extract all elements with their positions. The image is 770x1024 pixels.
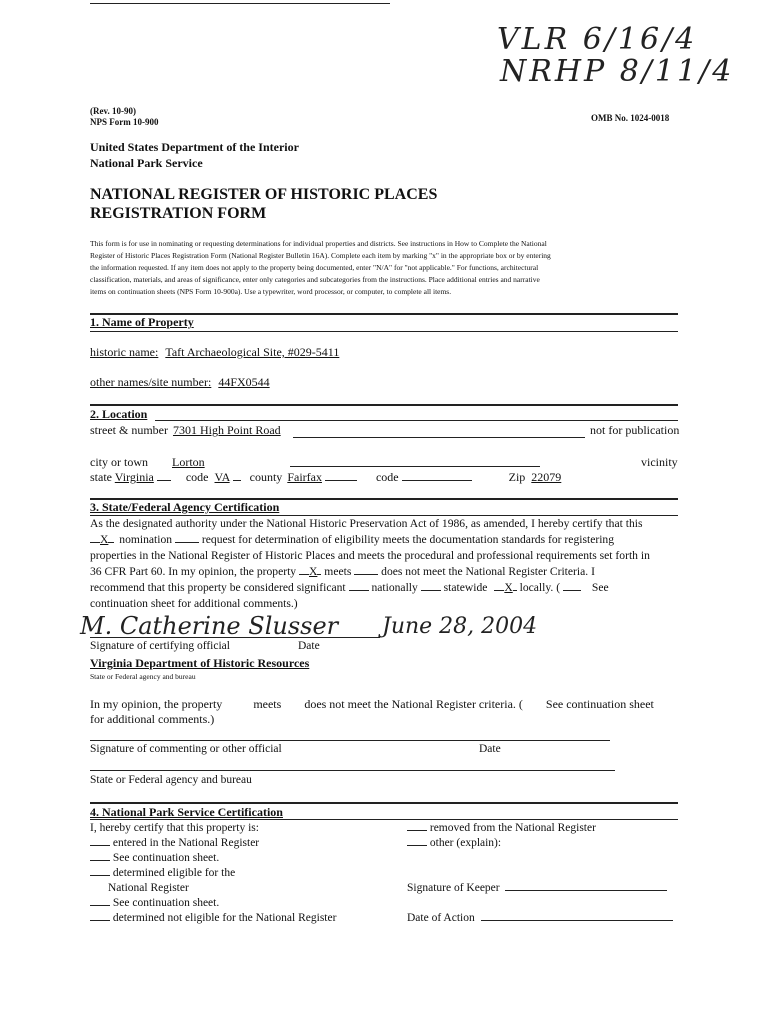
opinion-comments: for additional comments.)	[90, 712, 215, 726]
see1-blank[interactable]	[90, 860, 110, 861]
other-blank[interactable]	[407, 845, 427, 846]
zip-value[interactable]: 22079	[531, 470, 562, 484]
section2-heading: 2. Location	[90, 407, 148, 421]
agency-name: Virginia Department of Historic Resources	[90, 656, 310, 670]
blank	[494, 590, 504, 591]
see-label: See	[591, 581, 609, 594]
certification-text-row4	[90, 565, 595, 578]
historic-name-caption: historic name:	[90, 345, 159, 359]
removed-label: removed from the National Register	[429, 822, 596, 834]
county-blank	[325, 480, 357, 481]
other-names-label	[90, 375, 270, 390]
state-row	[90, 470, 561, 485]
locally-mark[interactable]: X	[504, 581, 513, 594]
historic-name-value[interactable]: Taft Archaeological Site, #029-5411	[165, 345, 340, 359]
nationally-label: nationally	[371, 581, 418, 594]
county-value[interactable]: Fairfax	[287, 470, 322, 484]
locally-label: locally. (	[519, 581, 561, 594]
other-names-value[interactable]: 44FX0544	[218, 375, 270, 389]
agency-line	[90, 770, 615, 771]
top-scan-line	[90, 3, 390, 4]
street-row	[90, 423, 281, 438]
not-for-publication[interactable]: not for publication	[590, 423, 680, 437]
instructions-line: the information requested. If any item does not apply to the property being documented, enter "N/A" for "not applicable." For functions, architectural	[90, 263, 539, 272]
state-label: state	[90, 470, 112, 484]
significance-text: recommend that this property be considered significant	[90, 581, 346, 594]
opinion-see-continuation[interactable]: See continuation sheet	[545, 697, 654, 711]
action-label: Date of Action	[407, 912, 475, 924]
section1-heading: 1. Name of Property	[90, 315, 194, 329]
section3-heading: 3. State/Federal Agency Certification	[90, 500, 280, 514]
signature-line	[90, 740, 610, 741]
city-value[interactable]: Lorton	[172, 455, 205, 469]
certification-text-row2	[90, 533, 614, 546]
other-names-caption: other names/site number:	[90, 375, 212, 389]
department-name: United States Department of the Interior	[90, 140, 299, 154]
instructions-line: classification, materials, and areas of significance, enter only categories and subcategories from the instructions. Place additional entries and narrative	[90, 275, 540, 284]
section-divider	[90, 404, 678, 406]
meets-label: meets	[324, 565, 352, 578]
street-label: street & number	[90, 423, 168, 437]
state-value[interactable]: Virginia	[114, 470, 154, 484]
zip-label: Zip	[508, 470, 526, 484]
determined1-blank[interactable]	[90, 875, 110, 876]
keeper-label: Signature of Keeper	[407, 882, 500, 894]
nps-intro: I, hereby certify that this property is:	[90, 822, 259, 834]
city-label: city or town	[90, 455, 148, 469]
county-code-label: code	[375, 470, 399, 484]
blank	[108, 542, 114, 543]
determined1-label: determined eligible for the	[112, 867, 236, 879]
certifying-date: June 28, 2004	[382, 614, 538, 639]
blank	[90, 542, 100, 543]
entered-row	[90, 837, 259, 849]
opinion-text: 36 CFR Part 60. In my opinion, the property	[90, 565, 297, 578]
state-blank	[157, 480, 171, 481]
entered-blank[interactable]	[90, 845, 110, 846]
handwritten-note-vlr: VLR 6/16/4	[497, 22, 698, 57]
does-not-meet-blank[interactable]	[354, 574, 378, 575]
section-divider	[90, 331, 678, 332]
certification-text-row5	[90, 581, 609, 594]
determined2-label: determined not eligible for the National Register	[112, 912, 337, 924]
removed-blank[interactable]	[407, 830, 427, 831]
removed-row	[407, 822, 596, 834]
see-blank[interactable]	[563, 590, 581, 591]
state-code-value[interactable]: VA	[214, 470, 230, 484]
state-code-label: code	[185, 470, 209, 484]
street-value[interactable]: 7301 High Point Road	[172, 423, 281, 437]
form-number: NPS Form 10-900	[90, 117, 159, 127]
historic-name-label	[90, 345, 339, 360]
action-date-line[interactable]	[481, 920, 673, 921]
signature-label: Signature of certifying official	[90, 640, 230, 652]
keeper-row	[407, 882, 667, 894]
other-row	[407, 837, 501, 849]
section-divider	[90, 819, 678, 820]
request-blank[interactable]	[175, 542, 199, 543]
keeper-signature-line[interactable]	[505, 890, 667, 891]
nationally-blank[interactable]	[349, 590, 369, 591]
city-underline	[290, 466, 540, 467]
blank	[299, 574, 309, 575]
entered-label: entered in the National Register	[112, 837, 260, 849]
section-divider	[90, 802, 678, 804]
see1-label: See continuation sheet.	[112, 852, 220, 864]
service-name: National Park Service	[90, 156, 203, 170]
certification-text: As the designated authority under the National Historic Preservation Act of 1986, as amended, I hereby certify that this	[90, 517, 643, 530]
signature-line	[90, 637, 380, 638]
opinion-does-not-meet[interactable]: does not meet the National Register criteria. (	[304, 697, 523, 711]
rev-label: (Rev. 10-90)	[90, 106, 136, 116]
does-not-meet-label: does not meet the National Register Criteria. I	[381, 565, 595, 578]
certifying-signature: M. Catherine Slusser	[80, 612, 339, 640]
certification-text: continuation sheet for additional comments.)	[90, 597, 298, 610]
see2-row	[90, 897, 219, 909]
handwritten-note-nrhp: NRHP 8/11/4	[500, 54, 735, 89]
opinion-label: In my opinion, the property	[90, 697, 223, 711]
determined1-row	[90, 867, 235, 879]
nomination-label: nomination	[119, 533, 173, 546]
section4-heading: 4. National Park Service Certification	[90, 805, 283, 819]
other-label: other (explain):	[429, 837, 502, 849]
see1-row	[90, 852, 219, 864]
nomination-mark[interactable]: X	[100, 533, 109, 546]
statewide-label: statewide	[443, 581, 488, 594]
blank	[317, 574, 321, 575]
agency2-label: State or Federal agency and bureau	[90, 774, 252, 786]
code-blank	[233, 480, 241, 481]
action-row	[407, 912, 673, 924]
meets-mark[interactable]: X	[309, 565, 318, 578]
section-divider	[155, 420, 678, 421]
instructions-line: items on continuation sheets (NPS Form 10-900a). Use a typewriter, word processor, or computer, to complete all items.	[90, 287, 452, 296]
certification-text: properties in the National Register of Historic Places and meets the procedural and professional requirements set forth in	[90, 549, 650, 562]
see2-blank[interactable]	[90, 905, 110, 906]
commenting-date-label: Date	[479, 743, 501, 755]
form-subtitle: REGISTRATION FORM	[90, 205, 267, 222]
omb-number: OMB No. 1024-0018	[591, 113, 670, 123]
blank	[513, 590, 517, 591]
opinion-row	[90, 697, 654, 712]
determined2-row	[90, 912, 336, 924]
determined2-blank[interactable]	[90, 920, 110, 921]
statewide-blank[interactable]	[421, 590, 441, 591]
county-label: county	[249, 470, 283, 484]
form-title: NATIONAL REGISTER OF HISTORIC PLACES	[90, 186, 438, 203]
opinion-meets[interactable]: meets	[253, 697, 282, 711]
section-divider	[90, 515, 678, 516]
street-underline	[293, 437, 585, 438]
instructions-line: This form is for use in nominating or requesting determinations for individual properties and districts. See instructions in How to Complete the National	[90, 239, 547, 248]
see2-label: See continuation sheet.	[112, 897, 220, 909]
instructions-line: Register of Historic Places Registration Form (National Register Bulletin 16A). Complete each item by marking "x" in the appropriate box or by entering	[90, 251, 551, 260]
request-label: request for determination of eligibility meets the documentation standards for registering	[201, 533, 615, 546]
agency-label: State or Federal agency and bureau	[90, 672, 196, 681]
county-code-blank[interactable]	[402, 480, 472, 481]
determined1b-label: National Register	[108, 882, 189, 894]
vicinity[interactable]: vicinity	[641, 455, 678, 469]
date-label: Date	[298, 640, 320, 652]
commenting-signature-label: Signature of commenting or other official	[90, 743, 282, 755]
